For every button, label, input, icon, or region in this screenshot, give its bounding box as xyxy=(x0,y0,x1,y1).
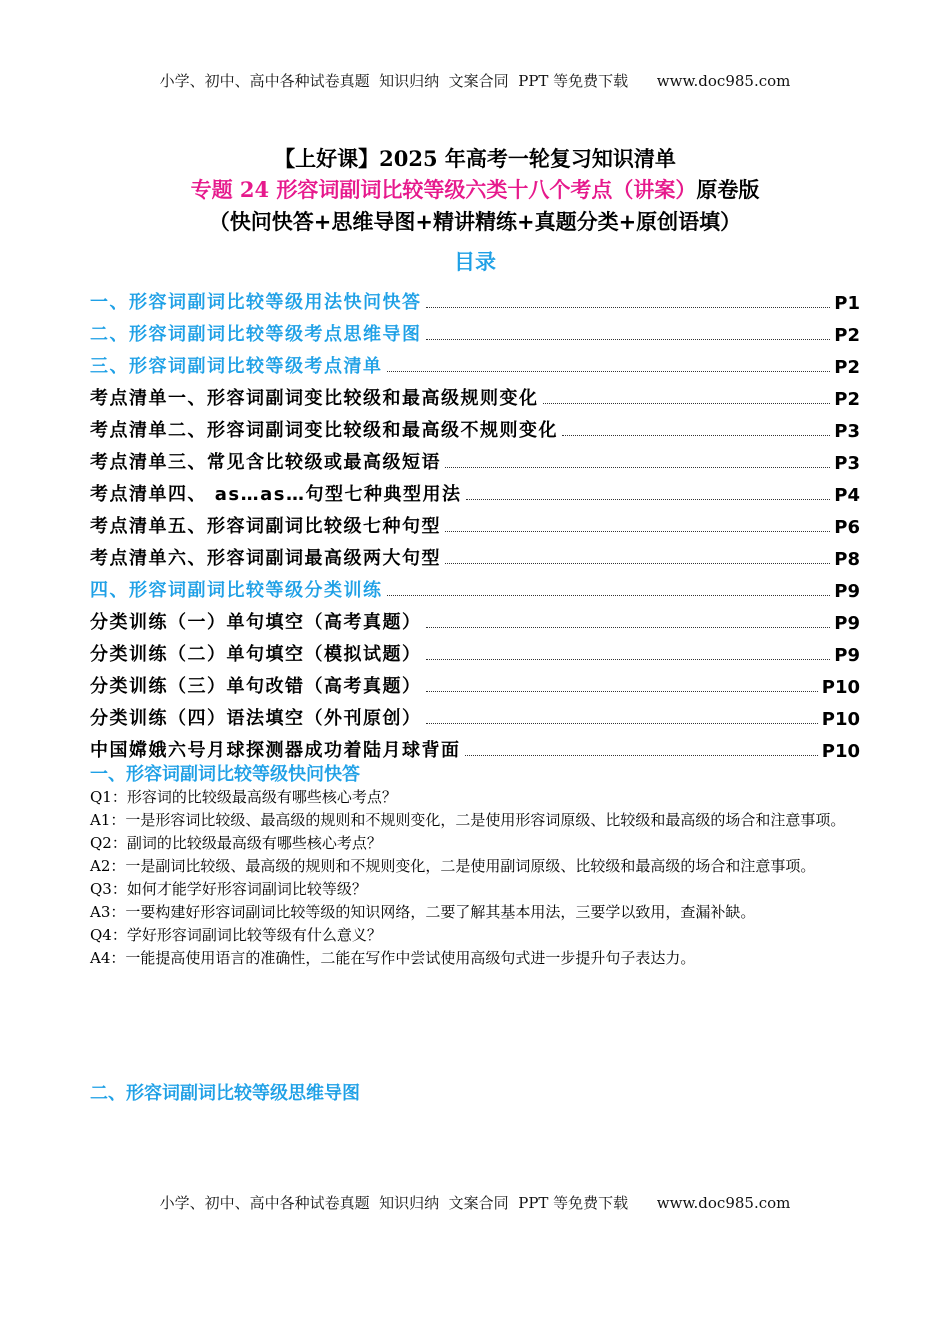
document-title xyxy=(0,144,950,238)
toc-entry-page: P8 xyxy=(834,549,860,570)
toc-entry-label: 考点清单四、 as…as…句型七种典型用法 xyxy=(90,484,462,505)
toc-entry[interactable] xyxy=(90,730,860,762)
toc-leader-dots xyxy=(426,691,818,692)
toc-entry-label: 三、形容词副词比较等级考点清单 xyxy=(90,356,383,377)
toc-leader-dots xyxy=(426,627,831,628)
toc-entry-label: 分类训练（二）单句填空（模拟试题） xyxy=(90,644,422,665)
title-line-3: （快问快答+思维导图+精讲精练+真题分类+原创语填） xyxy=(208,210,742,234)
toc-entry[interactable] xyxy=(90,570,860,602)
toc-entry-page: P9 xyxy=(834,613,860,634)
title-version: 原卷版 xyxy=(696,177,760,202)
toc-entry-page: P3 xyxy=(834,421,860,442)
section2-heading: 二、形容词副词比较等级思维导图 xyxy=(90,1083,360,1104)
toc-entry-label: 分类训练（四）语法填空（外刊原创） xyxy=(90,708,422,729)
toc-leader-dots xyxy=(466,499,831,500)
qa-item: Q3：如何才能学好形容词副词比较等级？ xyxy=(90,880,367,898)
toc-entry[interactable] xyxy=(90,346,860,378)
toc-leader-dots xyxy=(445,531,830,532)
toc-entry[interactable] xyxy=(90,602,860,634)
toc-entry-page: P9 xyxy=(834,645,860,666)
toc-entry-label: 考点清单六、形容词副词最高级两大句型 xyxy=(90,548,441,569)
qa-item: A3：一要构建好形容词副词比较等级的知识网络，二要了解其基本用法，三要学以致用，查漏补缺。 xyxy=(90,903,756,921)
toc-leader-dots xyxy=(426,339,831,340)
toc-leader-dots xyxy=(426,307,831,308)
toc-entry-page: P2 xyxy=(834,389,860,410)
toc-entry-label: 考点清单三、常见含比较级或最高级短语 xyxy=(90,452,441,473)
qa-item: Q1：形容词的比较级最高级有哪些核心考点？ xyxy=(90,788,397,806)
table-of-contents xyxy=(90,282,860,762)
toc-entry[interactable] xyxy=(90,506,860,538)
toc-leader-dots xyxy=(465,755,818,756)
toc-leader-dots xyxy=(426,723,818,724)
qa-item: Q4：学好形容词副词比较等级有什么意义？ xyxy=(90,926,382,944)
toc-entry[interactable] xyxy=(90,698,860,730)
qa-item: A2：一是副词比较级、最高级的规则和不规则变化，二是使用副词原级、比较级和最高级的场合和注意事项。 xyxy=(90,857,816,875)
toc-leader-dots xyxy=(387,595,831,596)
qa-item: A1：一是形容词比较级、最高级的规则和不规则变化，二是使用形容词原级、比较级和最高级的场合和注意事项。 xyxy=(90,811,846,829)
toc-entry-label: 二、形容词副词比较等级考点思维导图 xyxy=(90,324,422,345)
toc-entry[interactable] xyxy=(90,474,860,506)
toc-entry-page: P1 xyxy=(834,293,860,314)
toc-leader-dots xyxy=(562,435,830,436)
toc-leader-dots xyxy=(445,563,830,564)
toc-entry[interactable] xyxy=(90,442,860,474)
toc-entry-label: 考点清单五、形容词副词比较级七种句型 xyxy=(90,516,441,537)
toc-leader-dots xyxy=(445,467,830,468)
section1-heading: 一、形容词副词比较等级快问快答 xyxy=(90,764,360,785)
toc-entry-label: 考点清单二、形容词副词变比较级和最高级不规则变化 xyxy=(90,420,558,441)
toc-entry-page: P6 xyxy=(834,517,860,538)
title-line-2 xyxy=(0,174,950,206)
page-footer: 小学、初中、高中各种试卷真题 知识归纳 文案合同 PPT 等免费下载 www.doc985.com xyxy=(159,1194,791,1212)
qa-item: Q2：副词的比较级最高级有哪些核心考点？ xyxy=(90,834,382,852)
toc-entry-page: P9 xyxy=(834,581,860,602)
toc-entry-page: P3 xyxy=(834,453,860,474)
toc-entry[interactable] xyxy=(90,378,860,410)
qa-item: A4：一能提高使用语言的准确性，二能在写作中尝试使用高级句式进一步提升句子表达力。 xyxy=(90,949,696,967)
title-line-1: 【上好课】2025 年高考一轮复习知识清单 xyxy=(274,146,676,171)
toc-entry-page: P2 xyxy=(834,357,860,378)
title-topic: 专题 24 形容词副词比较等级六类十八个考点（讲案） xyxy=(190,177,697,202)
toc-entry-page: P10 xyxy=(821,741,860,762)
qa-list xyxy=(90,786,865,970)
toc-entry-page: P4 xyxy=(834,485,860,506)
toc-entry[interactable] xyxy=(90,538,860,570)
toc-entry[interactable] xyxy=(90,282,860,314)
toc-entry[interactable] xyxy=(90,410,860,442)
toc-leader-dots xyxy=(543,403,831,404)
toc-leader-dots xyxy=(387,371,831,372)
toc-entry-label: 四、形容词副词比较等级分类训练 xyxy=(90,580,383,601)
toc-entry-page: P10 xyxy=(821,709,860,730)
toc-leader-dots xyxy=(426,659,831,660)
toc-entry[interactable] xyxy=(90,314,860,346)
toc-entry[interactable] xyxy=(90,634,860,666)
toc-title: 目录 xyxy=(454,250,496,274)
toc-entry-page: P10 xyxy=(821,677,860,698)
toc-entry[interactable] xyxy=(90,666,860,698)
toc-entry-page: P2 xyxy=(834,325,860,346)
toc-entry-label: 一、形容词副词比较等级用法快问快答 xyxy=(90,292,422,313)
page-header: 小学、初中、高中各种试卷真题 知识归纳 文案合同 PPT 等免费下载 www.doc985.com xyxy=(159,72,791,90)
toc-entry-label: 分类训练（三）单句改错（高考真题） xyxy=(90,676,422,697)
toc-entry-label: 考点清单一、形容词副词变比较级和最高级规则变化 xyxy=(90,388,539,409)
toc-entry-label: 中国嫦娥六号月球探测器成功着陆月球背面 xyxy=(90,740,461,761)
toc-entry-label: 分类训练（一）单句填空（高考真题） xyxy=(90,612,422,633)
